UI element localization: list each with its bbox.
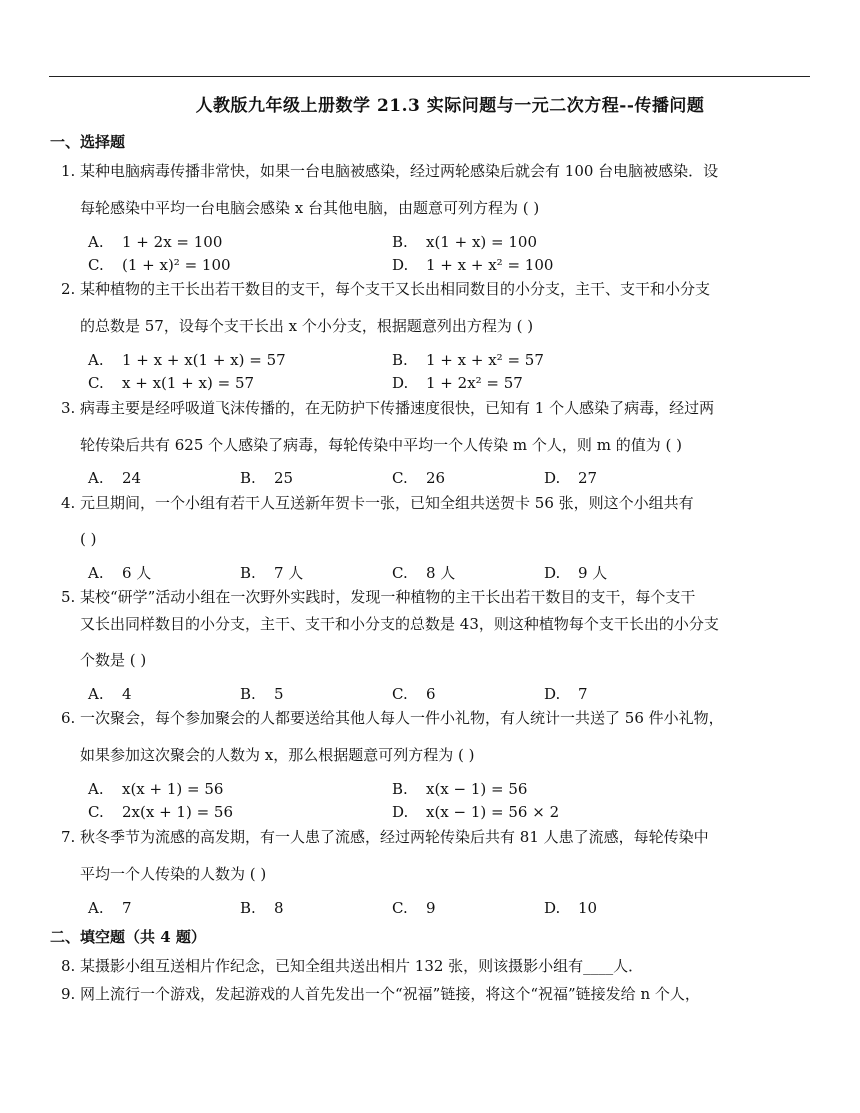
top-rule <box>49 76 810 77</box>
option: A. 24 <box>88 469 142 487</box>
question-text: 某种植物的主干长出若干数目的支干，每个支干又长出相同数目的小分支，主干、支干和小分支 <box>80 280 711 298</box>
question-text: 一次聚会，每个参加聚会的人都要送给其他人每人一件小礼物，有人统计一共送了 56 件小礼物， <box>80 709 724 727</box>
option: A. 1 + 2x = 100 <box>88 233 223 251</box>
question-text: 某摄影小组互送相片作纪念，已知全组共送出相片 132 张，则该摄影小组有____人． <box>80 957 644 975</box>
option: B. 7 人 <box>240 564 304 582</box>
question-number: 4. <box>61 494 76 512</box>
option: C. x + x(1 + x) = 57 <box>88 374 255 392</box>
option: C. 6 <box>392 685 436 703</box>
question-text: 秋冬季节为流感的高发期，有一人患了流感，经过两轮传染后共有 81 人患了流感，每轮传染中 <box>80 828 709 846</box>
option: D. 10 <box>544 899 598 917</box>
option: B. x(1 + x) = 100 <box>392 233 538 251</box>
option: B. 8 <box>240 899 284 917</box>
option: A. 4 <box>88 685 132 703</box>
option: C. 2x(x + 1) = 56 <box>88 803 234 821</box>
question-text: 如果参加这次聚会的人数为 x，那么根据题意可列方程为 ( ) <box>80 746 475 764</box>
option: D. 7 <box>544 685 588 703</box>
option: B. 1 + x + x² = 57 <box>392 351 544 369</box>
question-number: 6. <box>61 709 76 727</box>
option: C. 26 <box>392 469 446 487</box>
question-text: 每轮感染中平均一台电脑会感染 x 台其他电脑，由题意可列方程为 ( ) <box>80 199 540 217</box>
question-number: 9. <box>61 985 76 1003</box>
question-text: 某种电脑病毒传播非常快，如果一台电脑被感染，经过两轮感染后就会有 100 台电脑被感染．设 <box>80 162 719 180</box>
question-text: 的总数是 57，设每个支干长出 x 个小分支，根据题意列出方程为 ( ) <box>80 317 534 335</box>
question-number: 1. <box>61 162 76 180</box>
question-text: 病毒主要是经呼吸道飞沫传播的，在无防护下传播速度很快，已知有 1 个人感染了病毒，经过两 <box>80 399 715 417</box>
section-heading-choice: 一、选择题 <box>50 133 126 151</box>
question-text: 元旦期间，一个小组有若干人互送新年贺卡一张，已知全组共送贺卡 56 张，则这个小组共有 <box>80 494 694 512</box>
option: B. 25 <box>240 469 294 487</box>
question-text: 又长出同样数目的小分支，主干、支干和小分支的总数是 43，则这种植物每个支干长出的小分支 <box>80 615 719 633</box>
question-number: 2. <box>61 280 76 298</box>
option: A. 7 <box>88 899 132 917</box>
question-text: 某校“研学”活动小组在一次野外实践时，发现一种植物的主干长出若干数目的支干，每个支干 <box>80 588 696 606</box>
option: A. x(x + 1) = 56 <box>88 780 224 798</box>
option: A. 1 + x + x(1 + x) = 57 <box>88 351 286 369</box>
page-title: 人教版九年级上册数学 21.3 实际问题与一元二次方程--传播问题 <box>195 96 705 116</box>
section-heading-fill: 二、填空题（共 4 题） <box>50 928 206 946</box>
option: A. 6 人 <box>88 564 152 582</box>
option: D. 1 + x + x² = 100 <box>392 256 554 274</box>
option: C. 8 人 <box>392 564 456 582</box>
question-number: 5. <box>61 588 76 606</box>
question-text: 平均一个人传染的人数为 ( ) <box>80 865 267 883</box>
option: D. 1 + 2x² = 57 <box>392 374 523 392</box>
option: D. 9 人 <box>544 564 608 582</box>
question-number: 3. <box>61 399 76 417</box>
option: D. x(x − 1) = 56 × 2 <box>392 803 560 821</box>
option: B. x(x − 1) = 56 <box>392 780 528 798</box>
option: D. 27 <box>544 469 598 487</box>
option: C. (1 + x)² = 100 <box>88 256 231 274</box>
question-text: 轮传染后共有 625 个人感染了病毒，每轮传染中平均一个人传染 m 个人，则 m 的值为 ( ) <box>80 436 682 454</box>
question-text: 个数是 ( ) <box>80 651 147 669</box>
question-number: 7. <box>61 828 76 846</box>
option: B. 5 <box>240 685 284 703</box>
question-text: ( ) <box>80 530 97 548</box>
question-number: 8. <box>61 957 76 975</box>
question-text: 网上流行一个游戏，发起游戏的人首先发出一个“祝福”链接，将这个“祝福”链接发给 n 个人， <box>80 985 700 1003</box>
option: C. 9 <box>392 899 436 917</box>
